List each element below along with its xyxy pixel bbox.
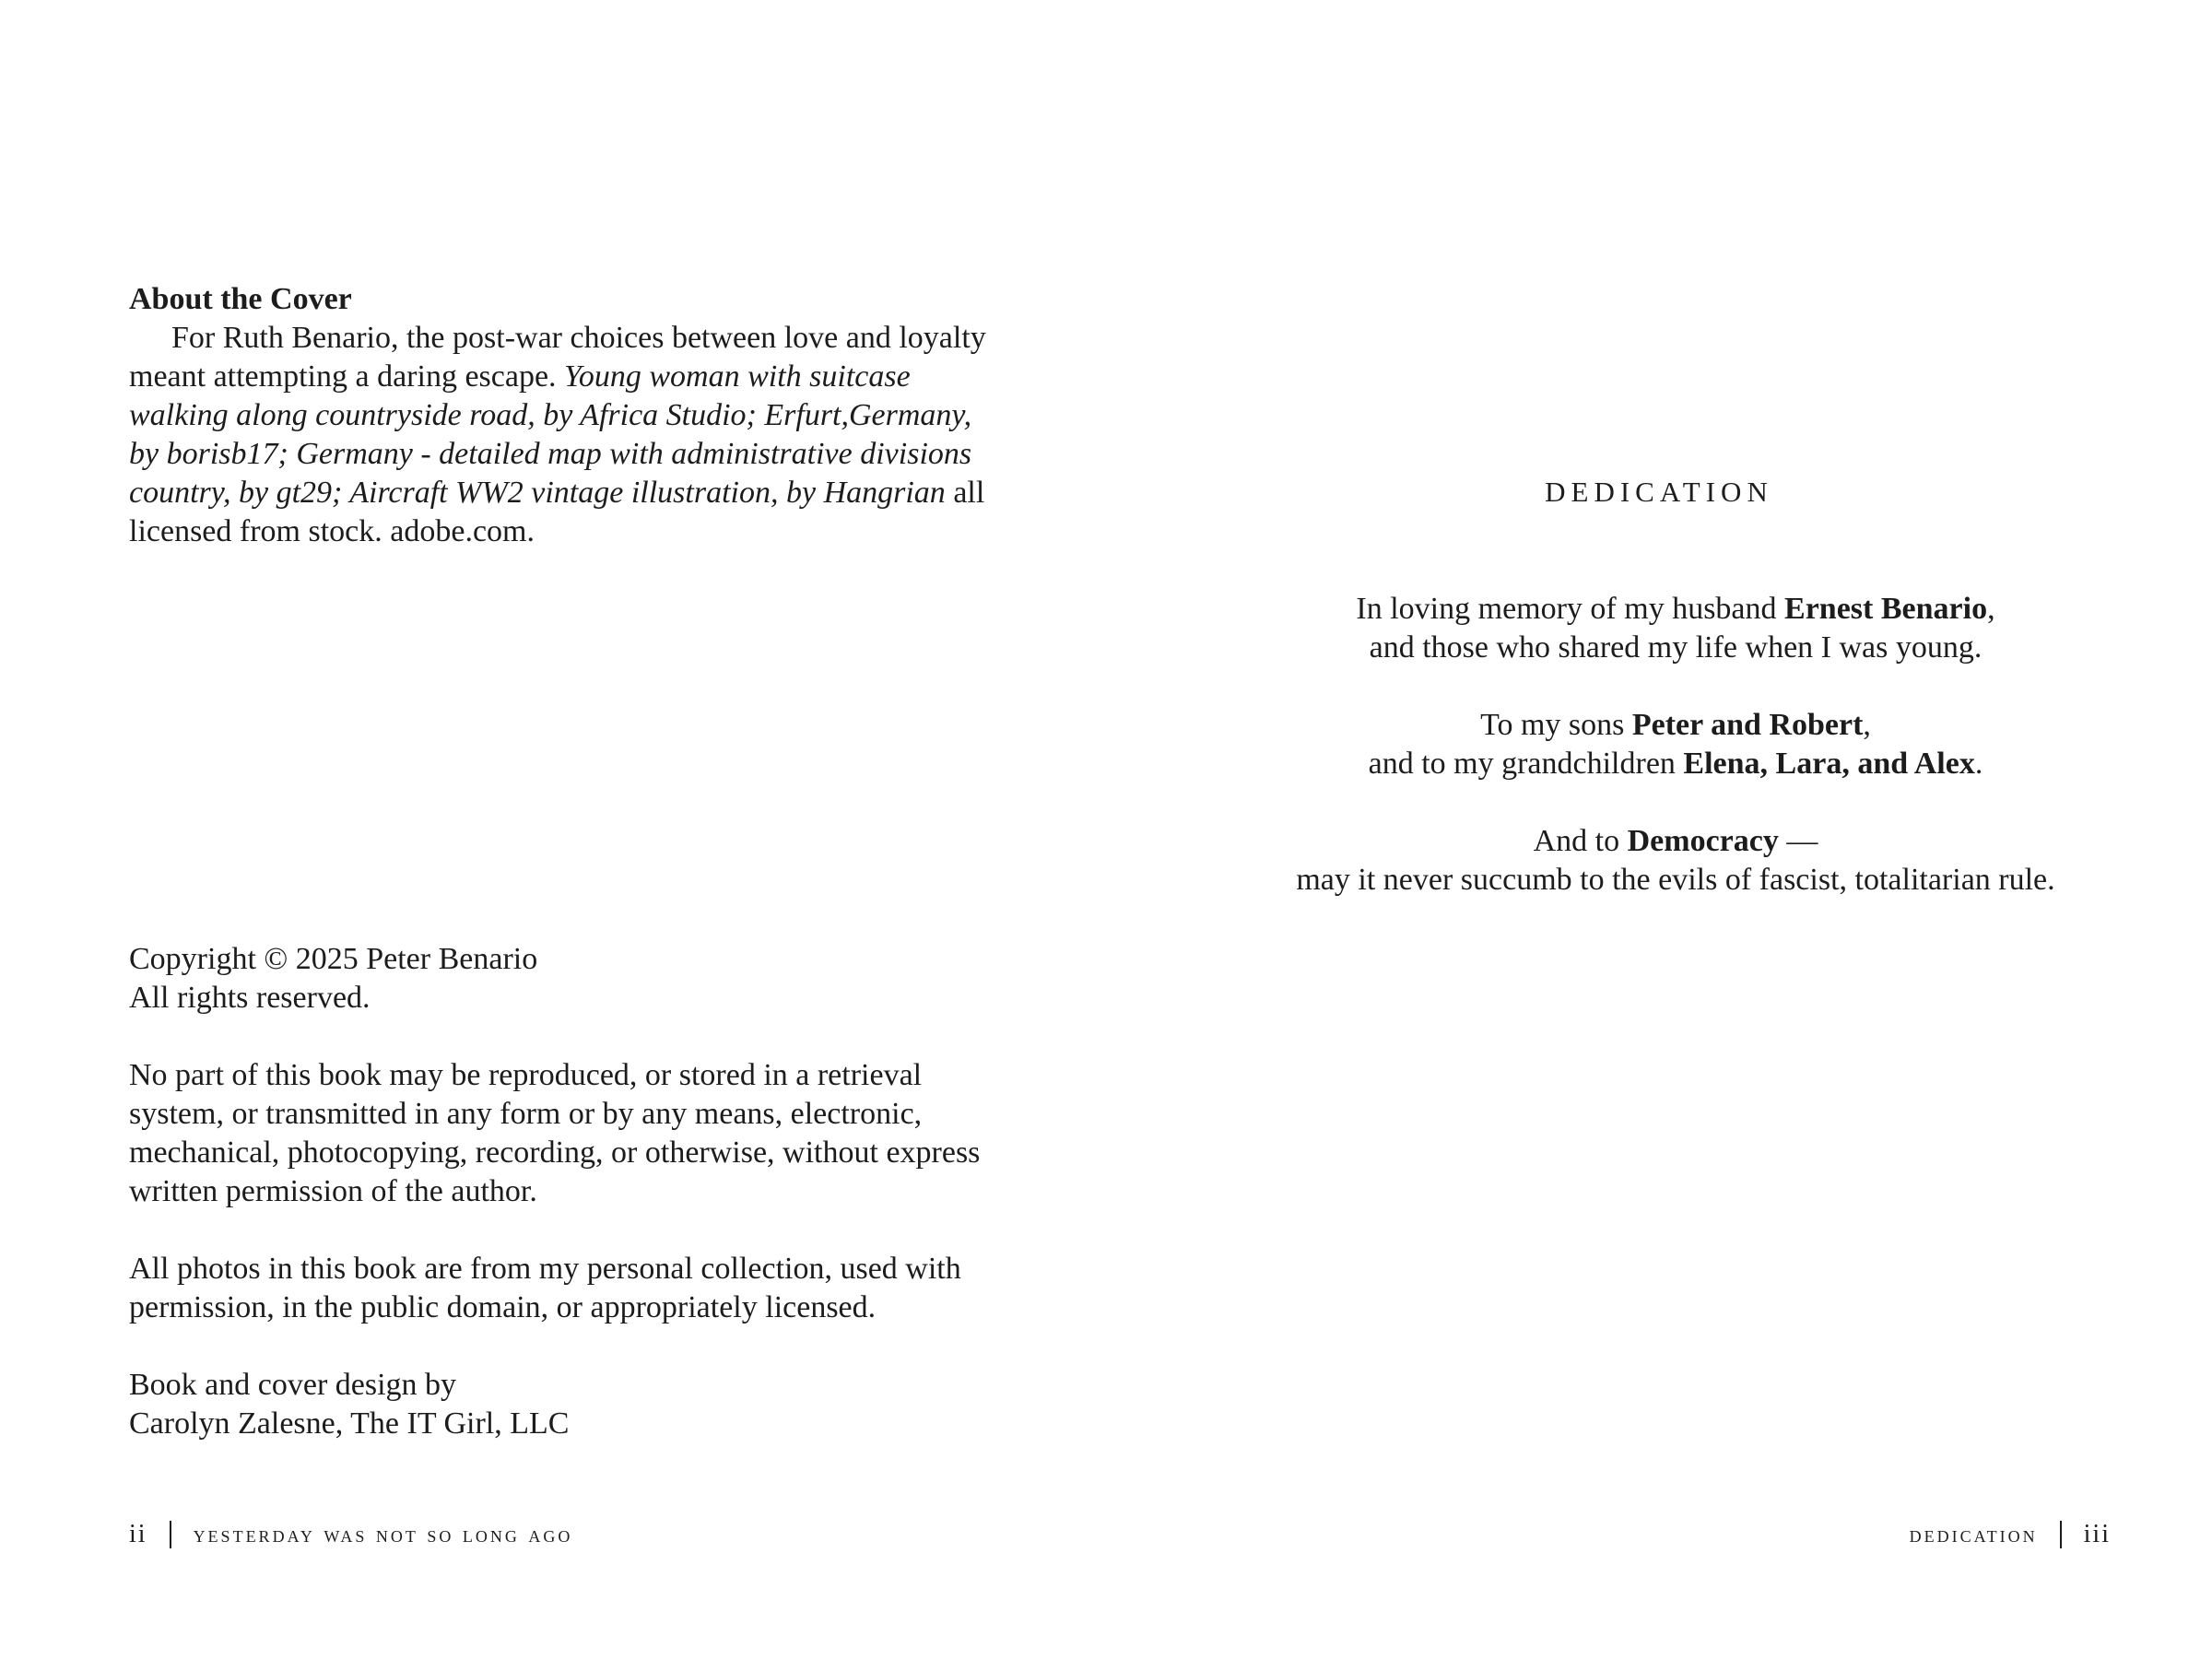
reproduction-notice: No part of this book may be reproduced, or stored in a retrieval system, or transmitted in any form or by any means, electronic, mechanical, photocopying, recording, or otherwise, without express written permission of the author. bbox=[129, 1058, 981, 1208]
stanza-2-grandchildren: Elena, Lara, and Alex bbox=[1683, 747, 1975, 781]
design-credit-line-1: Book and cover design by bbox=[129, 1368, 457, 1402]
left-page-footer bbox=[129, 1519, 572, 1550]
cover-text-license: all licensed from stock. adobe.com. bbox=[129, 476, 985, 548]
stanza-3-democracy: Democracy bbox=[1627, 824, 1779, 858]
dedication-stanza-2 bbox=[1123, 706, 2212, 783]
stanza-2-names: Peter and Robert bbox=[1631, 708, 1864, 742]
stanza-1-line-2: and those who shared my life when I was young. bbox=[1369, 630, 1983, 665]
rights-reserved: All rights reserved. bbox=[129, 981, 371, 1015]
cover-image-credits: Young woman with suitcase walking along countryside road, by Africa Studio; Erfurt,Germany, by borisb17; Germany - detailed map with administrative divisions country, by gt29; Aircraft WW2 vintage illustration, by Hangrian bbox=[129, 359, 972, 510]
about-the-cover-section bbox=[129, 280, 995, 551]
right-page-footer bbox=[1910, 1519, 2111, 1550]
about-the-cover-heading: About the Cover bbox=[129, 282, 352, 316]
stanza-3-line-2: may it never succumb to the evils of fascist, totalitarian rule. bbox=[1296, 863, 2055, 897]
cover-text-intro: For Ruth Benario, the post-war choices between love and loyalty meant attempting a daring escape. bbox=[129, 321, 986, 394]
dedication-stanza-3 bbox=[1123, 822, 2212, 900]
design-credit bbox=[129, 1366, 1005, 1443]
copyright-notice: Copyright © 2025 Peter Benario bbox=[129, 942, 538, 976]
right-page bbox=[1106, 0, 2212, 1659]
running-title: yesterday was not so long ago bbox=[193, 1521, 573, 1547]
left-page-number: ii bbox=[129, 1520, 147, 1548]
copyright-section bbox=[129, 940, 1005, 1443]
dedication-body bbox=[1123, 590, 2212, 938]
stanza-1-text: In loving memory of my husband bbox=[1356, 592, 1785, 626]
about-the-cover-paragraph bbox=[129, 319, 995, 551]
stanza-3-text: And to bbox=[1533, 824, 1628, 858]
dedication-stanza-1 bbox=[1123, 590, 2212, 667]
dedication-heading: DEDICATION bbox=[1545, 476, 1773, 508]
footer-separator bbox=[170, 1521, 171, 1548]
stanza-2-line-2-punct: . bbox=[1974, 747, 1983, 781]
design-credit-line-2: Carolyn Zalesne, The IT Girl, LLC bbox=[129, 1406, 570, 1441]
photos-notice: All photos in this book are from my personal collection, used with permission, in the public domain, or appropriately licensed. bbox=[129, 1252, 961, 1324]
stanza-2-punct: , bbox=[1863, 708, 1871, 742]
stanza-2-line-2-text: and to my grandchildren bbox=[1368, 747, 1684, 781]
right-running-title: dedication bbox=[1909, 1521, 2038, 1547]
copyright-lines bbox=[129, 940, 1005, 1018]
stanza-1-name: Ernest Benario bbox=[1784, 592, 1988, 626]
footer-separator bbox=[2060, 1521, 2062, 1548]
right-page-number: iii bbox=[2083, 1520, 2111, 1548]
stanza-1-punct: , bbox=[1987, 592, 1995, 626]
stanza-2-text: To my sons bbox=[1480, 708, 1632, 742]
stanza-3-dash: — bbox=[1778, 824, 1818, 858]
